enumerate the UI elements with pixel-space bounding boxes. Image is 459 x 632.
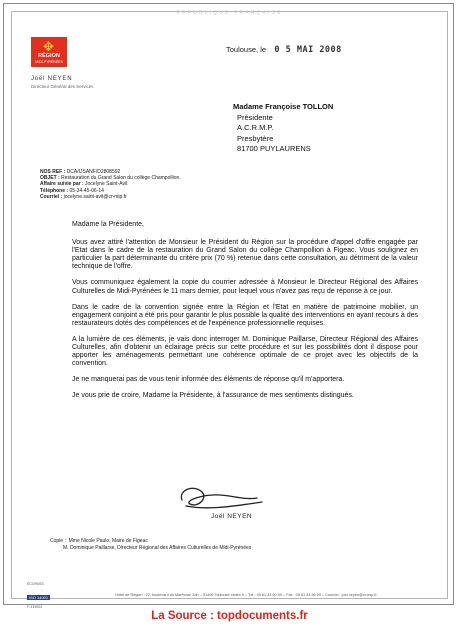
sender-title: Directeur Général des Services [31, 84, 94, 89]
republique-header: RÉPUBLIQUE FRANÇAISE [176, 10, 283, 16]
recipient-line: Presbytère [237, 133, 274, 143]
letter-body [72, 221, 418, 409]
courriel-line: Courriel : jocelyne.saint-avit@cr-mip.fr [40, 193, 127, 200]
recipient-block [233, 102, 333, 155]
logo-region-text: RÉGION [38, 53, 60, 59]
paragraph: Vous avez attiré l'attention de Monsieur le Président du Région sur la procédure d'appel d'offre engagée par l'Etat dans le cadre de la restauration du Grand Salon du collège Champollion à Figeac. Vous soulignez en particulier la part déterminante du critère prix (70 %) retenue dans cette consultation, au détriment de la valeur technique de l'offre. [72, 239, 418, 271]
sender-name: Joël NEYEN [31, 76, 73, 82]
paragraph: Vous communiquez également la copie du courrier adressée à Monsieur le Directeur Régional des Affaires Culturelles de Midi-Pyrénées le 11 mars dernier, pour lequel vous n'avez pas reçu de réponse à ce jour. [72, 279, 418, 295]
salutation: Madame la Présidente, [72, 221, 144, 228]
source-banner: La Source : topdocuments.fr [151, 610, 308, 622]
recipient-line: 81700 PUYLAURENS [237, 144, 311, 153]
occitan-cross-icon: ✥ [43, 39, 54, 54]
logo-subtitle-text: MIDI-PYRÉNÉES [35, 60, 63, 64]
place-text: Toulouse, le [226, 45, 267, 54]
recipient-line: A.C.R.M.P. [237, 123, 274, 132]
telephone-line: Téléphone : 05-34-45-06-14 [40, 187, 104, 194]
paragraph: Je vous prie de croire, Madame la Présidente, à l'assurance de mes sentiments distingués. [72, 392, 354, 400]
paragraph: Je ne manquerai pas de vous tenir informée des éléments de réponse qu'il m'apportera. [72, 376, 345, 384]
iso-certification-badge: ECOPASS ISO 14001 F-319004 [27, 582, 49, 609]
copy-line: Copie : Mme Nicole Paulo, Maire de Figeac [50, 538, 148, 544]
copies-block [50, 538, 251, 551]
paragraph: Dans le cadre de la convention signée entre la Région et l'Etat en matière de patrimoine mobilier, un engagement conjoint a été pris pour garantir le plus possible la qualité des interventions en ayant recours à des restaurateurs dotés des compétences et de l'expérience professionnelle requises. [72, 303, 418, 327]
paragraph: A la lumière de ces éléments, je vais donc interroger M. Dominique Paillarse, Directeur Régional des Affaires Culturelles, afin d'obtenir un éclairage précis sur cette procédure et sur les possibilités dont il dispose pour apporter les aménagements permettant une cohérence optimale de ce projet avec les objectifs de la convention. [72, 335, 418, 368]
recipient-name: Madame Françoise TOLLON [233, 102, 334, 111]
document-frame [3, 3, 454, 609]
recipient-line: Présidente [237, 112, 273, 122]
affaire-line: Affaire suivie par : Jocelyne Saint-Avit [40, 181, 128, 188]
copy-line: M. Dominique Paillarse, Directeur Régional des Affaires Culturelles de Midi-Pyrénées [63, 544, 252, 551]
nos-ref-line: NOS REF : DCA/IJSANF/D2808592 [40, 169, 121, 175]
place-date [226, 45, 342, 55]
region-logo [31, 37, 67, 67]
objet-line: OBJET : Restauration du Grand Salon du collège Champollion. [40, 175, 181, 182]
date-stamp: 0 5 MAI 2008 [274, 45, 342, 55]
footer-address: Hôtel de Région : 22, boulevard du Maréchal Juin – 31406 Toulouse cedex 9 – Tél : 05 61 33 50 50 – Fax : 05 61 33 56 00 – Courriel : joel.neyen@cr-mip.fr [115, 593, 377, 597]
reference-block [40, 169, 181, 200]
handwritten-signature [172, 480, 267, 514]
signatory-name: Joël NEYEN [211, 513, 253, 520]
